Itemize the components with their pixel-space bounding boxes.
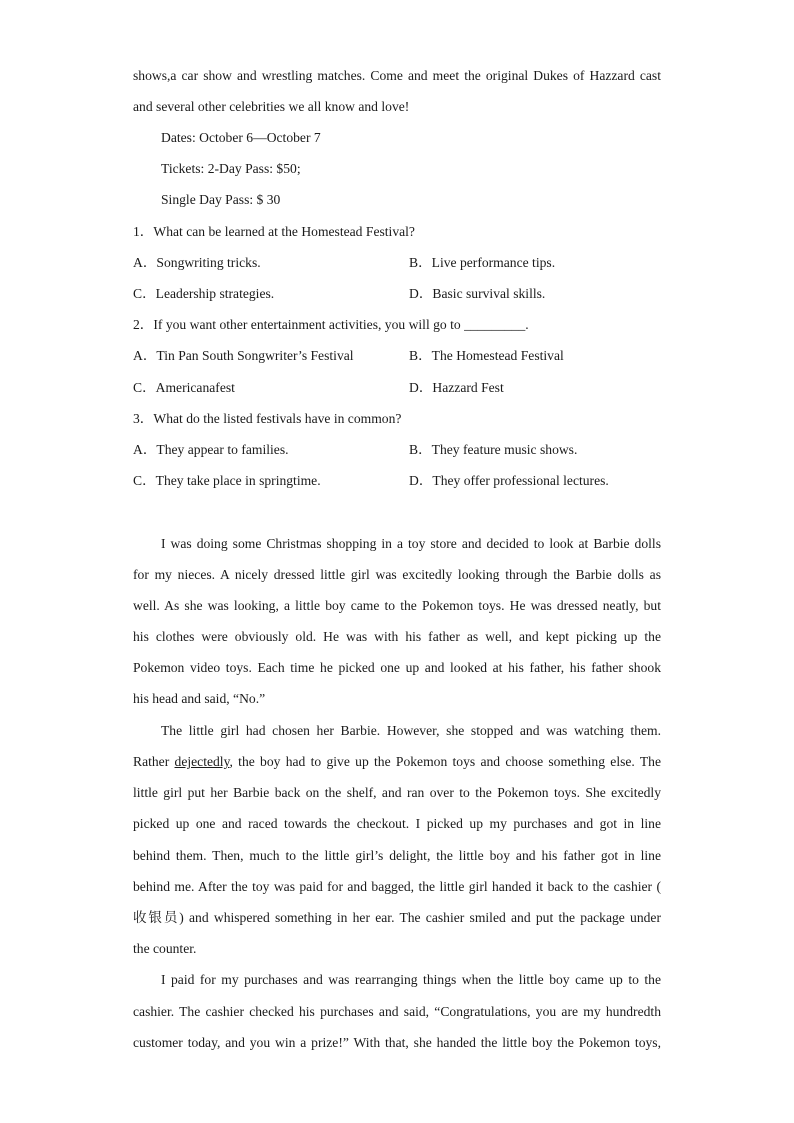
question-1-option-b: B．Live performance tips. (409, 255, 556, 270)
underlined-word: dejectedly (174, 754, 230, 769)
question-2-option-b: B．The Homestead Festival (409, 348, 564, 363)
passage-p1-line: his clothes were obviously old. He was with his father as well, and kept picking up the (133, 629, 661, 644)
question-2-option-a: A．Tin Pan South Songwriter’s Festival (133, 348, 354, 363)
question-3-stem: 3．What do the listed festivals have in common? (133, 411, 402, 426)
passage-p2-line (133, 753, 661, 771)
passage-p1-line: his head and said, “No.” (133, 691, 266, 706)
passage-p2-line: 收银员) and whispered something in her ear. The cashier smiled and put the package under (133, 910, 661, 925)
question-2-option-c: C．Americanafest (133, 380, 235, 395)
question-3-option-a: A．They appear to families. (133, 442, 289, 457)
ticket-price-two-day: Tickets: 2-Day Pass: $50; (161, 161, 301, 176)
intro-line-1: shows,a car show and wrestling matches. Come and meet the original Dukes of Hazzard cast (133, 68, 661, 83)
question-2-stem: 2．If you want other entertainment activities, you will go to _________. (133, 317, 529, 332)
passage-p2-text: Rather (133, 754, 175, 769)
question-2-option-d: D．Hazzard Fest (409, 380, 504, 395)
question-1-option-d: D．Basic survival skills. (409, 286, 546, 301)
passage-p3-line: customer today, and you win a prize!” With that, she handed the little boy the Pokemon toys, (133, 1035, 661, 1050)
passage-p2-line: picked up one and raced towards the checkout. I picked up my purchases and got in line (133, 816, 661, 831)
passage-p2-line: The little girl had chosen her Barbie. However, she stopped and was watching them. (161, 723, 661, 738)
question-1-stem: 1．What can be learned at the Homestead Festival? (133, 224, 415, 239)
passage-p1-line: for my nieces. A nicely dressed little girl was excitedly looking through the Barbie dolls as (133, 567, 661, 582)
passage-p2-line: little girl put her Barbie back on the shelf, and ran over to the Pokemon toys. She excitedly (133, 785, 661, 800)
passage-p1-line: Pokemon video toys. Each time he picked one up and looked at his father, his father shook (133, 660, 661, 675)
passage-p2-line: behind them. Then, much to the little girl’s delight, the little boy and his father got in line (133, 848, 661, 863)
passage-p1-line: I was doing some Christmas shopping in a toy store and decided to look at Barbie dolls (161, 536, 661, 551)
ticket-price-single-day: Single Day Pass: $ 30 (161, 192, 281, 207)
passage-p3-line: I paid for my purchases and was rearranging things when the little boy came up to the (161, 972, 661, 987)
intro-line-2: and several other celebrities we all know and love! (133, 99, 410, 114)
event-dates: Dates: October 6—October 7 (161, 130, 321, 145)
question-3-option-c: C．They take place in springtime. (133, 473, 321, 488)
question-3-option-d: D．They offer professional lectures. (409, 473, 609, 488)
passage-p1-line: well. As she was looking, a little boy came to the Pokemon toys. He was dressed neatly, but (133, 598, 661, 613)
passage-p2-text: , the boy had to give up the Pokemon toys and choose something else. The (229, 754, 661, 769)
question-1-option-c: C．Leadership strategies. (133, 286, 275, 301)
question-3-option-b: B．They feature music shows. (409, 442, 578, 457)
passage-p2-line: behind me. After the toy was paid for and bagged, the little girl handed it back to the cashier ( (133, 879, 661, 894)
question-1-option-a: A．Songwriting tricks. (133, 255, 261, 270)
passage-p3-line: cashier. The cashier checked his purchases and said, “Congratulations, you are my hundredth (133, 1004, 661, 1019)
passage-p2-line: the counter. (133, 941, 197, 956)
